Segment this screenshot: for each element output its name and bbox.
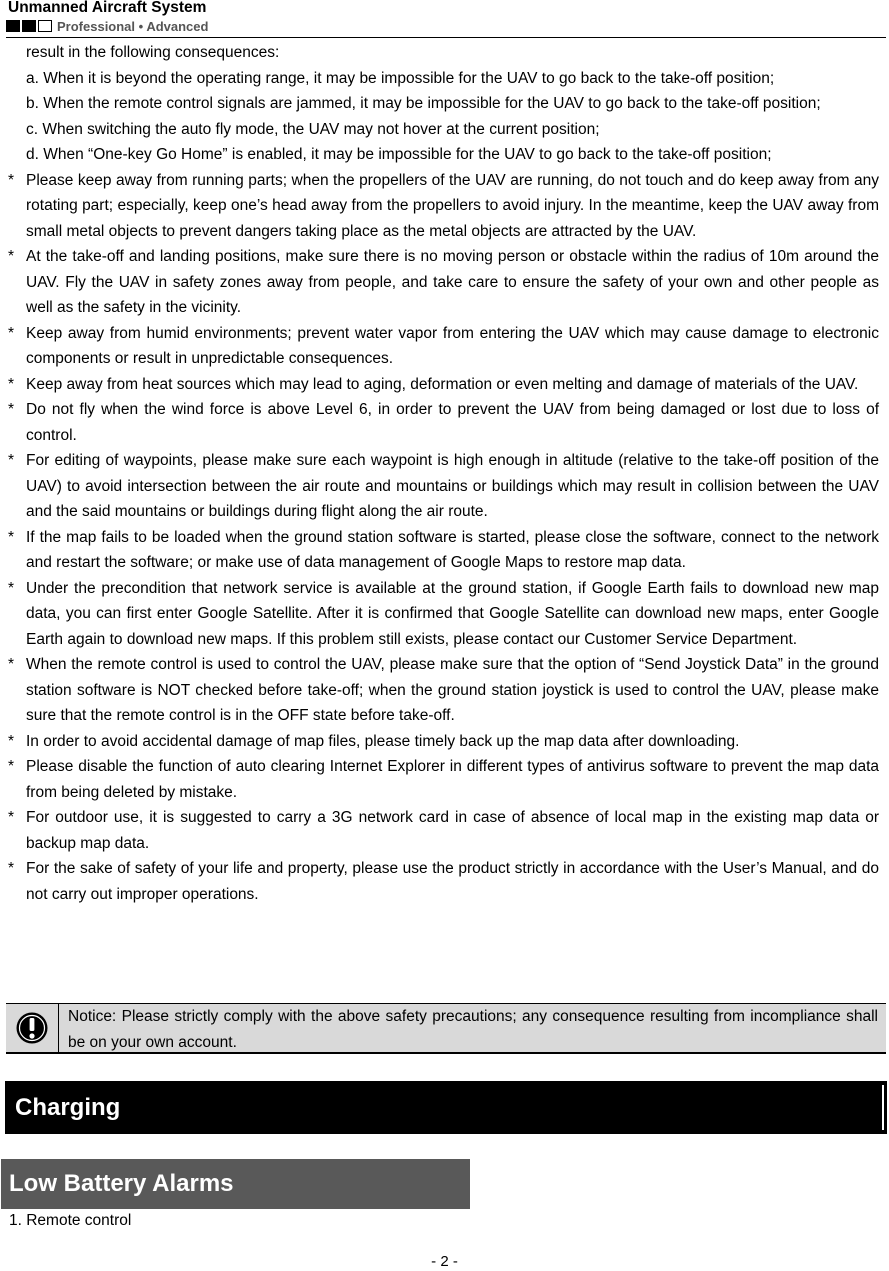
document-title: Unmanned Aircraft System <box>8 0 207 16</box>
safety-bullet <box>8 321 879 372</box>
header-subtitle-row <box>6 18 208 34</box>
intro-text: result in the following consequences: <box>26 44 280 61</box>
bullet-star: * <box>8 171 15 189</box>
safety-bullet <box>8 168 879 245</box>
safety-bullet <box>8 754 879 805</box>
safety-bullet <box>8 576 879 653</box>
bullet-star: * <box>8 528 15 546</box>
bullet-text: For the sake of safety of your life and property, please use the product strictly in accordance with the User’s Manual, and do not carry out improper operations. <box>26 860 879 903</box>
bullet-text: For outdoor use, it is suggested to carry a 3G network card in case of absence of local map in the existing map data or backup map data. <box>26 809 879 852</box>
header-subtitle: Professional • Advanced <box>57 18 209 34</box>
bullet-text: Under the precondition that network service is available at the ground station, if Google Earth fails to download new map data, you can first enter Google Satellite. After it is confirmed that Google Satellite can download new maps, enter Google Earth again to download new maps. If this problem still exists, please contact our Customer Service Department. <box>26 579 879 648</box>
safety-content <box>8 40 879 907</box>
section-heading-low-battery <box>1 1159 470 1209</box>
safety-bullet <box>8 372 879 398</box>
safety-bullet <box>8 856 879 907</box>
safety-bullet <box>8 244 879 321</box>
safety-bullet <box>8 448 879 525</box>
consequence-d: d. When “One-key Go Home” is enabled, it may be impossible for the UAV to go back to the take-off position; <box>26 146 772 163</box>
bullet-text: Please keep away from running parts; when the propellers of the UAV are running, do not touch and do keep away from any rotating part; especially, keep one’s head away from the propellers to avoid injury. In the meantime, keep the UAV away from small metal objects to prevent dangers taking place as the metal objects are attracted by the UAV. <box>26 171 879 240</box>
bullet-star: * <box>8 401 15 418</box>
bullet-text: If the map fails to be loaded when the ground station software is started, please close the software, connect to the network and restart the software; or make use of data management of Google Maps to restore map data. <box>26 528 879 571</box>
bullet-star: * <box>8 248 15 265</box>
bullet-text: For editing of waypoints, please make sure each waypoint is high enough in altitude (relative to the take-off position of the UAV) to avoid intersection between the air route and mountains or buildings which may result in collision between the UAV and the said mountains or buildings during flight along the air route. <box>26 452 879 520</box>
bullet-text: When the remote control is used to control the UAV, please make sure that the option of “Send Joystick Data” in the ground station software is NOT checked before take-off; when the ground station joystick is used to control the UAV, please make sure that the remote control is in the OFF state before take-off. <box>26 656 879 724</box>
safety-bullet <box>8 525 879 576</box>
section-heading-charging <box>5 1081 887 1134</box>
bullet-star: * <box>8 579 15 597</box>
bullet-star: * <box>8 732 15 750</box>
empty-square-icon <box>38 20 52 32</box>
bullet-text: At the take-off and landing positions, make sure there is no moving person or obstacle within the radius of 10m around the UAV. Fly the UAV in safety zones away from people, and take care to ensure the safety of your own and other people as well as the safety in the vicinity. <box>26 248 879 316</box>
consequence-b: b. When the remote control signals are jammed, it may be impossible for the UAV to go back to the take-off position; <box>26 95 821 112</box>
bullet-text: Keep away from humid environments; prevent water vapor from entering the UAV which may cause damage to electronic components or result in unpredictable consequences. <box>26 324 879 367</box>
bullet-text: Do not fly when the wind force is above Level 6, in order to prevent the UAV from being damaged or lost due to loss of control. <box>26 401 879 444</box>
consequence-c: c. When switching the auto fly mode, the UAV may not hover at the current position; <box>26 120 600 138</box>
filled-square-icon <box>22 20 36 32</box>
safety-bullet <box>8 397 879 448</box>
filled-square-icon <box>6 20 20 32</box>
section-title-low-battery: Low Battery Alarms <box>9 1170 234 1197</box>
header-divider <box>6 37 886 38</box>
page-number: - 2 - <box>431 1253 458 1270</box>
bullet-text: Keep away from heat sources which may lead to aging, deformation or even melting and damage of materials of the UAV. <box>26 375 859 393</box>
list-item-remote-control: 1. Remote control <box>9 1212 132 1229</box>
notice-box <box>6 1003 886 1054</box>
bullet-text: In order to avoid accidental damage of map files, please timely back up the map data after downloading. <box>26 732 740 750</box>
exclamation-circle-icon <box>15 1011 49 1045</box>
safety-bullet <box>8 652 879 729</box>
bullet-star: * <box>8 758 15 775</box>
notice-icon-cell <box>6 1004 59 1052</box>
notice-text: Notice: Please strictly comply with the above safety precautions; any consequence resulting from incompliance shall be on your own account. <box>68 1008 878 1051</box>
bullet-text: Please disable the function of auto clearing Internet Explorer in different types of antivirus software to prevent the map data from being deleted by mistake. <box>26 758 879 801</box>
bullet-star: * <box>8 324 15 342</box>
bullet-star: * <box>8 375 15 393</box>
bullet-star: * <box>8 656 15 673</box>
safety-bullet <box>8 805 879 856</box>
bullet-star: * <box>8 452 15 469</box>
bullet-star: * <box>8 860 15 877</box>
safety-bullet <box>8 729 879 755</box>
bullet-star: * <box>8 809 15 826</box>
consequence-a: a. When it is beyond the operating range, it may be impossible for the UAV to go back to the take-off position; <box>26 69 775 87</box>
heading-edge-mark <box>882 1085 884 1130</box>
section-title-charging: Charging <box>15 1094 121 1121</box>
